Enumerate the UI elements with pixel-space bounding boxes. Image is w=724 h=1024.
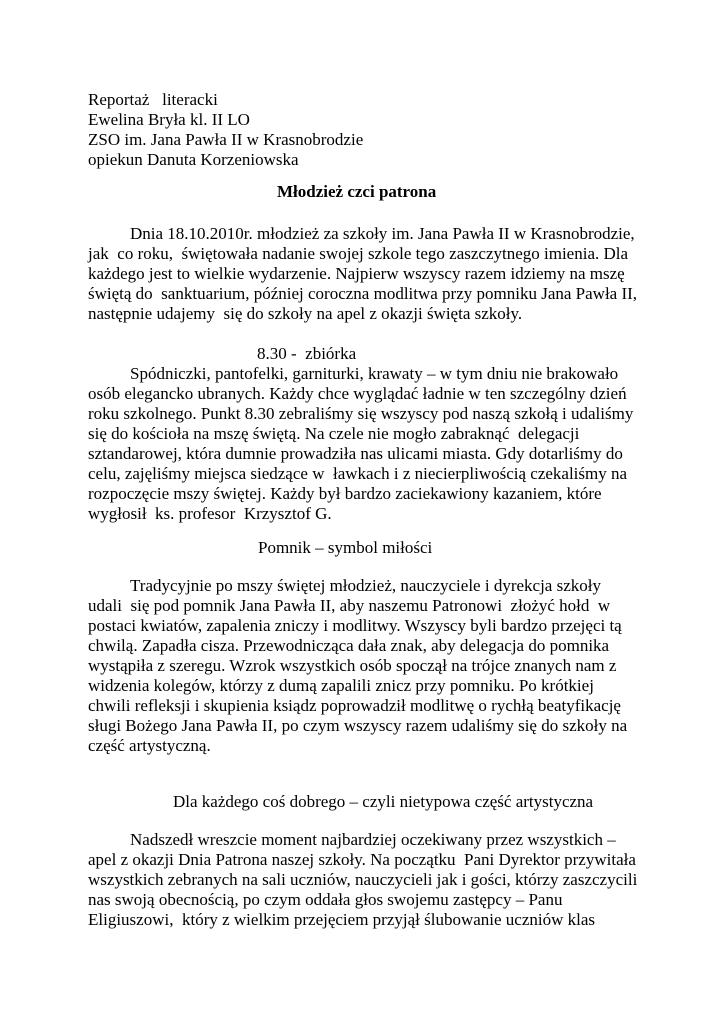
section3-line: apel z okazji Dnia Patrona naszej szkoły. Na początku Pani Dyrektor przywitała xyxy=(88,850,636,869)
section-heading-gathering: 8.30 - zbiórka xyxy=(257,344,357,363)
section1-line: osób elegancko ubranych. Każdy chce wyglądać ładnie w ten szczególny dzień xyxy=(88,384,627,403)
intro-line: każdego jest to wielkie wydarzenie. Najpierw wszyscy razem idziemy na mszę xyxy=(88,264,625,283)
header-supervisor: opiekun Danuta Korzeniowska xyxy=(88,150,299,169)
header-author: Ewelina Bryła kl. II LO xyxy=(88,110,250,129)
section2-line: udali się pod pomnik Jana Pawła II, aby naszemu Patronowi złożyć hołd w xyxy=(88,596,611,615)
section2-line: chwilą. Zapadła cisza. Przewodnicząca dała znak, aby delegacja do pomnika xyxy=(88,636,610,655)
section3-line: Eligiuszowi, który z wielkim przejęciem przyjął ślubowanie uczniów klas xyxy=(88,910,596,929)
section2-line: Tradycyjnie po mszy świętej młodzież, nauczyciele i dyrekcja szkoły xyxy=(130,576,601,595)
section1-line: wygłosił ks. profesor Krzysztof G. xyxy=(88,504,332,523)
section2-line: sługi Bożego Jana Pawła II, po czym wszyscy razem udaliśmy się do szkoły na xyxy=(88,716,628,735)
section2-line: część artystyczną. xyxy=(88,736,211,755)
section1-line: celu, zajęliśmy miejsca siedzące w ławkach i z niecierpliwością czekaliśmy na xyxy=(88,464,628,483)
section1-line: rozpoczęcie mszy świętej. Każdy był bardzo zaciekawiony kazaniem, które xyxy=(88,484,602,503)
section2-line: wystąpiła z szeregu. Wzrok wszystkich osób spoczął na trójce znanych nam z xyxy=(88,656,617,675)
document-title: Młodzież czci patrona xyxy=(277,182,437,201)
section1-line: Spódniczki, pantofelki, garniturki, krawaty – w tym dniu nie brakowało xyxy=(130,364,619,383)
section1-line: się do kościoła na mszę świętą. Na czele nie mogło zabraknąć delegacji xyxy=(88,424,580,443)
section2-line: widzenia kolegów, którzy z dumą zapalili znicz przy pomniku. Po krótkiej xyxy=(88,676,594,695)
section3-line: Nadszedł wreszcie moment najbardziej oczekiwany przez wszystkich – xyxy=(130,830,616,849)
header-school: ZSO im. Jana Pawła II w Krasnobrodzie xyxy=(88,130,364,149)
intro-line: Dnia 18.10.2010r. młodzież za szkoły im. Jana Pawła II w Krasnobrodzie, xyxy=(130,224,635,243)
header-report-type: Reportaż literacki xyxy=(88,90,218,109)
section2-line: chwili refleksji i skupienia ksiądz poprowadził modlitwę o rychłą beatyfikację xyxy=(88,696,621,715)
section3-line: nas swoją obecnością, po czym oddała głos swojemu zastępcy – Panu xyxy=(88,890,563,909)
intro-line: następnie udajemy się do szkoły na apel z okazji święta szkoły. xyxy=(88,304,523,323)
section-heading-artistic: Dla każdego coś dobrego – czyli nietypowa część artystyczna xyxy=(173,792,594,811)
section1-line: sztandarowej, która dumnie prowadziła nas ulicami miasta. Gdy dotarliśmy do xyxy=(88,444,623,463)
intro-line: jak co roku, świętowała nadanie swojej szkole tego zaszczytnego imienia. Dla xyxy=(88,244,629,263)
section-heading-monument: Pomnik – symbol miłości xyxy=(258,538,433,557)
section1-line: roku szkolnego. Punkt 8.30 zebraliśmy się wszyscy pod naszą szkołą i udaliśmy xyxy=(88,404,634,423)
section3-line: wszystkich zebranych na sali uczniów, nauczycieli jak i gości, którzy zaszczycili xyxy=(88,870,638,889)
intro-line: świętą do sanktuarium, później coroczna modlitwa przy pomniku Jana Pawła II, xyxy=(88,284,638,303)
section2-line: postaci kwiatów, zapalenia zniczy i modlitwy. Wszyscy byli bardzo przejęci tą xyxy=(88,616,622,635)
